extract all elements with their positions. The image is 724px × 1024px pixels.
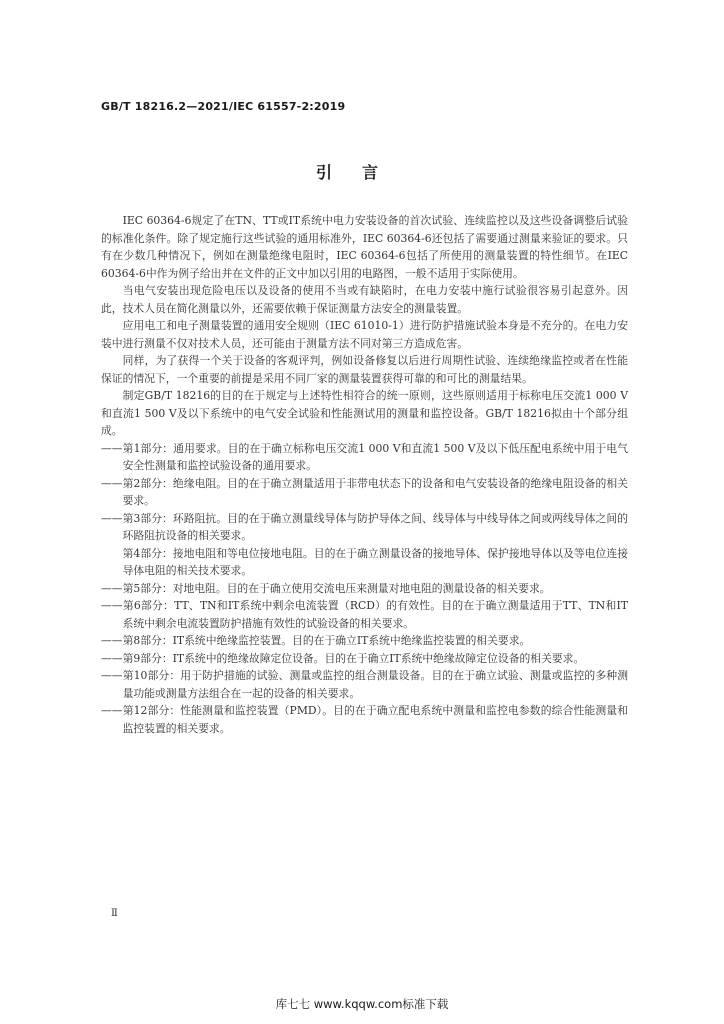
list-dash: —— [101, 634, 123, 647]
list-dash: —— [101, 476, 123, 490]
footer-watermark: 库七七 www.kqqw.com标准下载 [275, 997, 449, 1011]
list-dash: —— [101, 511, 123, 525]
part-list-item [101, 580, 628, 598]
list-dash: —— [101, 651, 123, 665]
paragraph-3: 应用电工和电子测量装置的通用安全规则（IEC 61010-1）进行防护措施试验本身是不充分的。在电力安装中进行测量不仅对技术人员，还可能由于测量方法不同对第三方造成危害。 [101, 319, 628, 350]
part-list-item [101, 440, 628, 475]
part-text: 第1部分：通用要求。目的在于确立标称电压交流1 000 V和直流1 500 V及以下低压配电系统中用于电气安全性测量和监控试验设备的通用要求。 [122, 441, 628, 472]
paragraph-5: 制定GB/T 18216的目的在于规定与上述特性相符合的统一原则，这些原则适用于标称电压交流1 000 V和直流1 500 V及以下系统中的电气安全试验和性能测试用的测量和监控设备。GB/T 18216拟由十个部分组成。 [101, 389, 628, 437]
page-title: 引言 [315, 163, 408, 182]
paragraph-4: 同样，为了获得一个关于设备的客观评判，例如设备修复以后进行周期性试验、连续绝缘监控或者在性能保证的情况下，一个重要的前提是采用不同厂家的测量装置获得可靠的和可比的测量结果。 [101, 354, 628, 385]
list-dash: —— [101, 581, 123, 595]
document-body [101, 212, 628, 737]
part-list-item [101, 667, 628, 702]
part-list-item [101, 650, 628, 668]
part-text: 第10部分：用于防护措施的试验、测量或监控的组合测量设备。目的在于确立试验、测量或监控的多种测量功能或测量方法组合在一起的设备的相关要求。 [122, 669, 628, 700]
part-text: 第9部分：IT系统中的绝缘故障定位设备。目的在于确立IT系统中绝缘故障定位设备的相关要求。 [122, 651, 585, 665]
part-list-item [101, 510, 628, 545]
part-text: 第12部分：性能测量和监控装置（PMD）。目的在于确立配电系统中测量和监控电参数的综合性能测量和监控装置的相关要求。 [122, 704, 628, 735]
standard-number-header: GB/T 18216.2—2021/IEC 61557-2:2019 [101, 100, 346, 113]
part-text: 第8部分：IT系统中绝缘监控装置。目的在于确立IT系统中绝缘监控装置的相关要求。 [122, 634, 531, 647]
part-text: 第2部分：绝缘电阻。目的在于确立测量适用于非带电状态下的设备和电气安装设备的绝缘电阻设备的相关要求。 [122, 476, 628, 507]
part-text: 第6部分：TT、TN和IT系统中剩余电流装置（RCD）的有效性。目的在于确立测量适用于TT、TN和IT系统中剩余电流装置防护措施有效性的试验设备的相关要求。 [122, 599, 628, 630]
list-dash: —— [101, 441, 123, 455]
part-text: 第4部分：接地电阻和等电位接地电阻。目的在于确立测量设备的接地导体、保护接地导体以及等电位连接导体电阻的相关技术要求。 [122, 546, 628, 577]
part-list-item [101, 702, 628, 737]
paragraph-1: IEC 60364-6规定了在TN、TT或IT系统中电力安装设备的首次试验、连续监控以及这些设备调整后试验的标准化条件。除了规定施行这些试验的通用标准外，IEC 60364-6还包括了需要通过测量来验证的要求。只有在少数几种情况下，例如在测量绝缘电阻时，IEC 60364-6包括了所使用的测量装置的特性细节。在IEC 60364-6中作为例子给出并在文件的正文中加以引用的电路图，一般不适用于实际使用。 [101, 214, 628, 280]
page-number: Ⅱ [111, 908, 118, 919]
list-dash: —— [101, 599, 123, 612]
list-dash: —— [101, 704, 123, 717]
part-list-item [101, 545, 628, 580]
part-list-item [101, 475, 628, 510]
part-text: 第5部分：对地电阻。目的在于确立使用交流电压来测量对地电阻的测量设备的相关要求。 [122, 581, 551, 595]
paragraph-2: 当电气安装出现危险电压以及设备的使用不当或有缺陷时，在电力安装中施行试验很容易引起意外。因此，技术人员在简化测量以外，还需要依赖于保证测量方法安全的测量装置。 [101, 284, 628, 315]
part-text: 第3部分：环路阻抗。目的在于确立测量线导体与防护导体之间、线导体与中线导体之间或两线导体之间的环路阻抗设备的相关要求。 [122, 511, 628, 542]
part-list-item [101, 632, 628, 650]
list-dash: —— [101, 669, 123, 682]
part-list-item [101, 597, 628, 632]
